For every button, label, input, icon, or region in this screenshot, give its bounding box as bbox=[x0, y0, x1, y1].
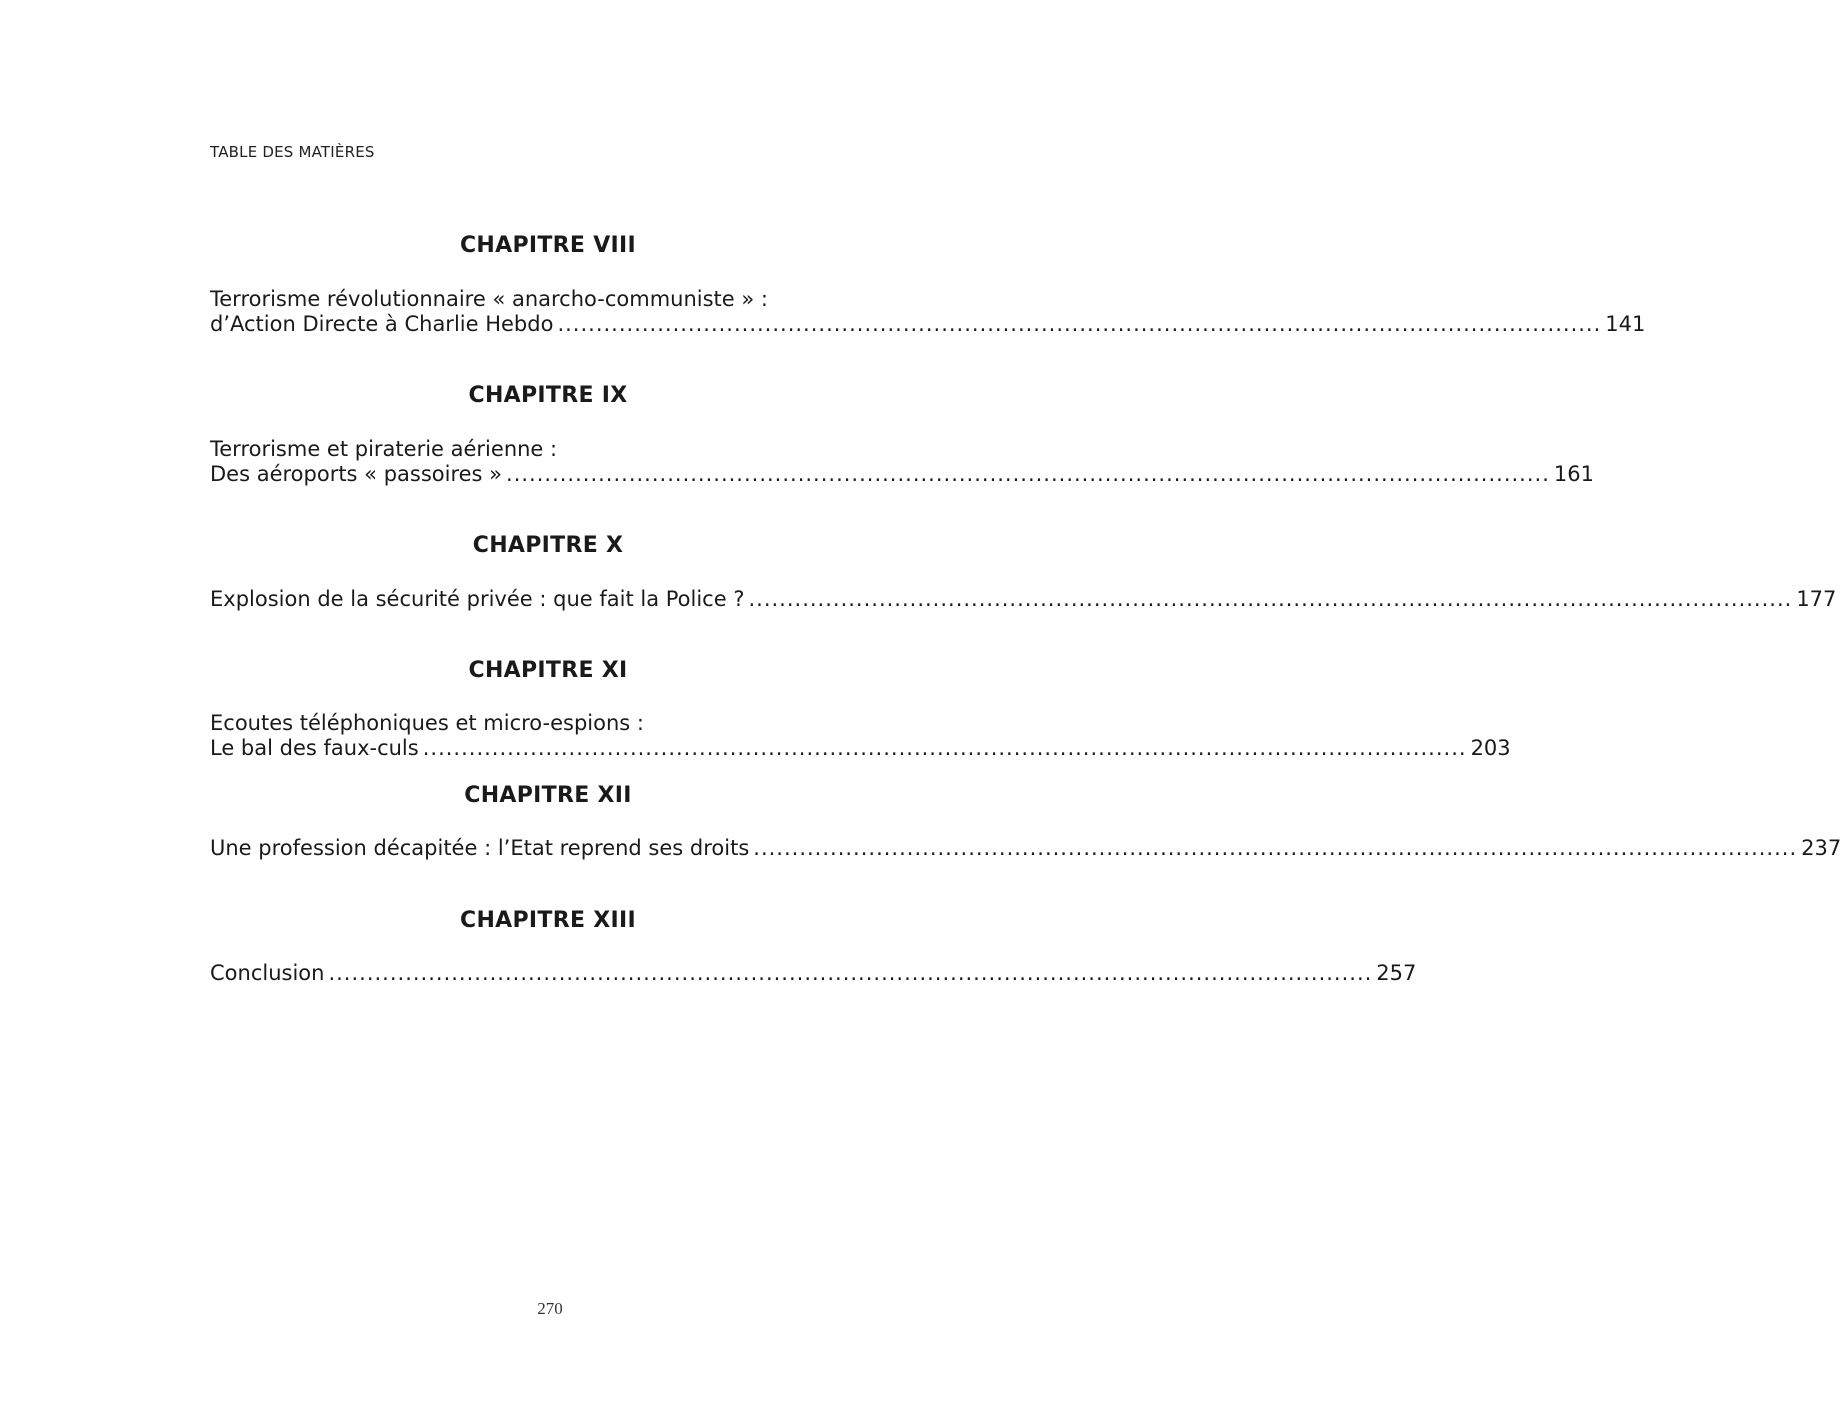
dot-leader: ........................................................................................................................................ bbox=[422, 736, 1467, 760]
chapter-heading: CHAPITRE XII bbox=[464, 783, 632, 808]
chapter-heading: CHAPITRE VIII bbox=[459, 233, 636, 258]
page-number: 161 bbox=[1553, 462, 1594, 486]
entry-title-line: d’Action Directe à Charlie Hebdo bbox=[210, 312, 554, 336]
page-number: 237 bbox=[1801, 836, 1841, 860]
entry-title-line: Conclusion bbox=[210, 961, 325, 985]
toc-entry[interactable] bbox=[210, 836, 1841, 861]
chapter-heading: CHAPITRE XIII bbox=[460, 908, 636, 933]
toc-entry[interactable] bbox=[210, 437, 1594, 487]
page-number: 257 bbox=[1376, 961, 1417, 985]
toc-entry[interactable] bbox=[210, 287, 1646, 337]
entry-title-line: Terrorisme et piraterie aérienne : bbox=[210, 437, 558, 461]
dot-leader: ........................................................................................................................................ bbox=[748, 587, 1793, 611]
entry-title-line: Ecoutes téléphoniques et micro-espions : bbox=[210, 711, 644, 735]
folio-page-number: 270 bbox=[537, 1299, 563, 1318]
entry-title-line: Explosion de la sécurité privée : que fait la Police ? bbox=[210, 587, 745, 611]
toc-entry[interactable] bbox=[210, 961, 1417, 986]
dot-leader: ........................................................................................................................................ bbox=[506, 462, 1550, 486]
dot-leader: ........................................................................................................................................ bbox=[557, 312, 1602, 336]
page-number: 203 bbox=[1470, 736, 1511, 760]
running-header: TABLE DES MATIÈRES bbox=[210, 143, 375, 161]
chapter-heading: CHAPITRE X bbox=[472, 533, 624, 558]
dot-leader: ........................................................................................................................................ bbox=[328, 961, 1373, 985]
entry-title-line: Des aéroports « passoires » bbox=[210, 462, 503, 486]
page-number: 177 bbox=[1796, 587, 1837, 611]
entry-title-line: Une profession décapitée : l’Etat reprend ses droits bbox=[210, 836, 750, 860]
entry-title-line: Terrorisme révolutionnaire « anarcho-communiste » : bbox=[210, 287, 768, 311]
chapter-heading: CHAPITRE IX bbox=[468, 383, 628, 408]
page-number: 141 bbox=[1605, 312, 1646, 336]
dot-leader: ........................................................................................................................................ bbox=[753, 836, 1798, 860]
toc-entry[interactable] bbox=[210, 587, 1837, 612]
chapter-heading: CHAPITRE XI bbox=[468, 658, 628, 683]
toc-entry[interactable] bbox=[210, 711, 1511, 761]
entry-title-line: Le bal des faux-culs bbox=[210, 736, 419, 760]
